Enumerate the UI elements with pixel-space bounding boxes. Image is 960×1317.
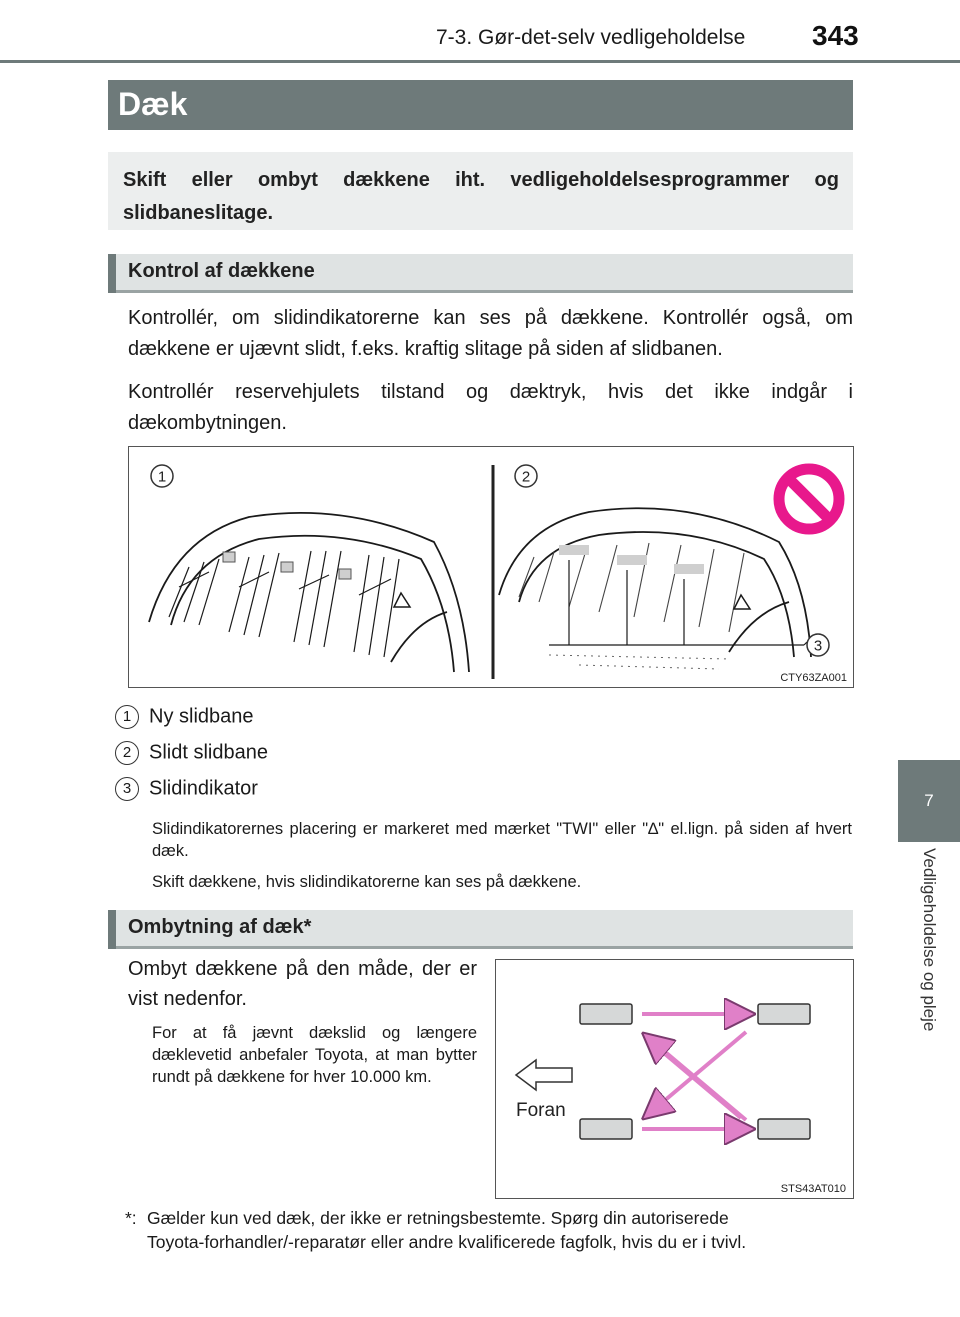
footnote-line-1: Gælder kun ved dæk, der ikke er retningsbestemte. Spørg din autoriserede: [147, 1208, 729, 1228]
wear-indicator-triangle-icon: [734, 595, 750, 609]
kontrol-body: [128, 303, 853, 439]
tire-rear-right: [758, 1119, 810, 1139]
worn-tread-tire: [499, 508, 811, 669]
ombytning-paragraph: Ombyt dækkene på den måde, der er vist nedenfor.: [128, 958, 477, 1010]
list-item: [115, 741, 268, 769]
item-number-badge: 1: [115, 705, 139, 729]
callout-2-label: 2: [521, 468, 531, 486]
figure-code: STS43AT010: [780, 1183, 846, 1195]
item-number-badge: 3: [115, 777, 139, 801]
page-number: 343: [812, 20, 859, 51]
ombytning-note-wrap: [152, 1022, 477, 1088]
item-number-badge: 2: [115, 741, 139, 765]
wear-note-1: Slidindikatorernes placering er markeret med mærket "TWI" eller "∆" el.lign. på siden af hvert dæk.: [152, 820, 852, 860]
ombytning-body: [128, 954, 477, 1014]
chapter-side-label: [898, 848, 960, 1178]
wear-notes: [152, 818, 852, 893]
section-title: 7-3. Gør-det-selv vedligeholdelse: [436, 26, 746, 49]
front-arrow-icon: [516, 1060, 572, 1090]
prohibited-icon: [779, 469, 839, 529]
section-heading-text: Ombytning af dæk*: [128, 916, 312, 938]
rotation-arrows: [642, 1014, 746, 1129]
wear-indicator-triangle-icon: [394, 593, 410, 607]
callout-3-label: 3: [813, 637, 823, 655]
section-heading-ombytning: [108, 910, 853, 949]
kontrol-paragraph-2: Kontrollér reservehjulets tilstand og dæktryk, hvis det ikke indgår i dækombytningen.: [128, 381, 853, 434]
callout-1: [151, 465, 173, 487]
footnote-mark: *:: [125, 1208, 137, 1228]
item-label: Slidindikator: [149, 777, 258, 800]
item-label: Ny slidbane: [149, 705, 254, 728]
tire-rotation-figure: [495, 959, 854, 1199]
footnote-line-2: Toyota-forhandler/-reparatør eller andre kvalificerede fagfolk, hvis du er i tvivl.: [147, 1232, 747, 1252]
page-title: Dæk: [118, 86, 188, 122]
new-tread-tire: [149, 513, 469, 672]
header-rule: [0, 60, 960, 63]
section-heading-kontrol: [108, 254, 853, 293]
tire-rear-left: [580, 1119, 632, 1139]
callout-3: [807, 634, 829, 656]
arrow-front-right-to-rear-left: [651, 1032, 746, 1112]
tire-front-left: [580, 1004, 632, 1024]
wear-note-2: Skift dækkene, hvis slidindikatorerne kan ses på dækkene.: [152, 873, 582, 891]
section-heading-text: Kontrol af dækkene: [128, 260, 315, 282]
tire-rotation-diagram: [496, 960, 853, 1198]
callout-2: [515, 465, 537, 487]
item-label: Slidt slidbane: [149, 741, 268, 764]
tire-wear-illustration: [129, 447, 853, 687]
tire-front-right: [758, 1004, 810, 1024]
chapter-tab: [898, 760, 960, 842]
front-label: Foran: [516, 1100, 566, 1121]
kontrol-paragraph-1: Kontrollér, om slidindikatorerne kan ses på dækkene. Kontrollér også, om dækkene er ujævnt slidt, f.eks. kraftig slitage på siden af slidbanen.: [128, 307, 853, 360]
callout-1-label: 1: [157, 468, 167, 486]
footnote: [125, 1206, 853, 1254]
ombytning-note: For at få jævnt dækslid og længere dæklevetid anbefaler Toyota, at man bytter rundt på dækkene for hver 10.000 km.: [152, 1024, 477, 1086]
intro-box: [108, 152, 853, 230]
tire-wear-figure: [128, 446, 854, 688]
intro-text: Skift eller ombyt dækkene iht. vedligeholdelsesprogrammer og slidbaneslitage.: [123, 169, 839, 224]
list-item: [115, 705, 254, 733]
chapter-number: 7: [924, 791, 934, 810]
figure-code: CTY63ZA001: [780, 672, 847, 684]
chapter-label: Vedligeholdelse og pleje: [920, 848, 939, 1032]
list-item: [115, 777, 258, 805]
page-title-bar: [108, 80, 853, 130]
